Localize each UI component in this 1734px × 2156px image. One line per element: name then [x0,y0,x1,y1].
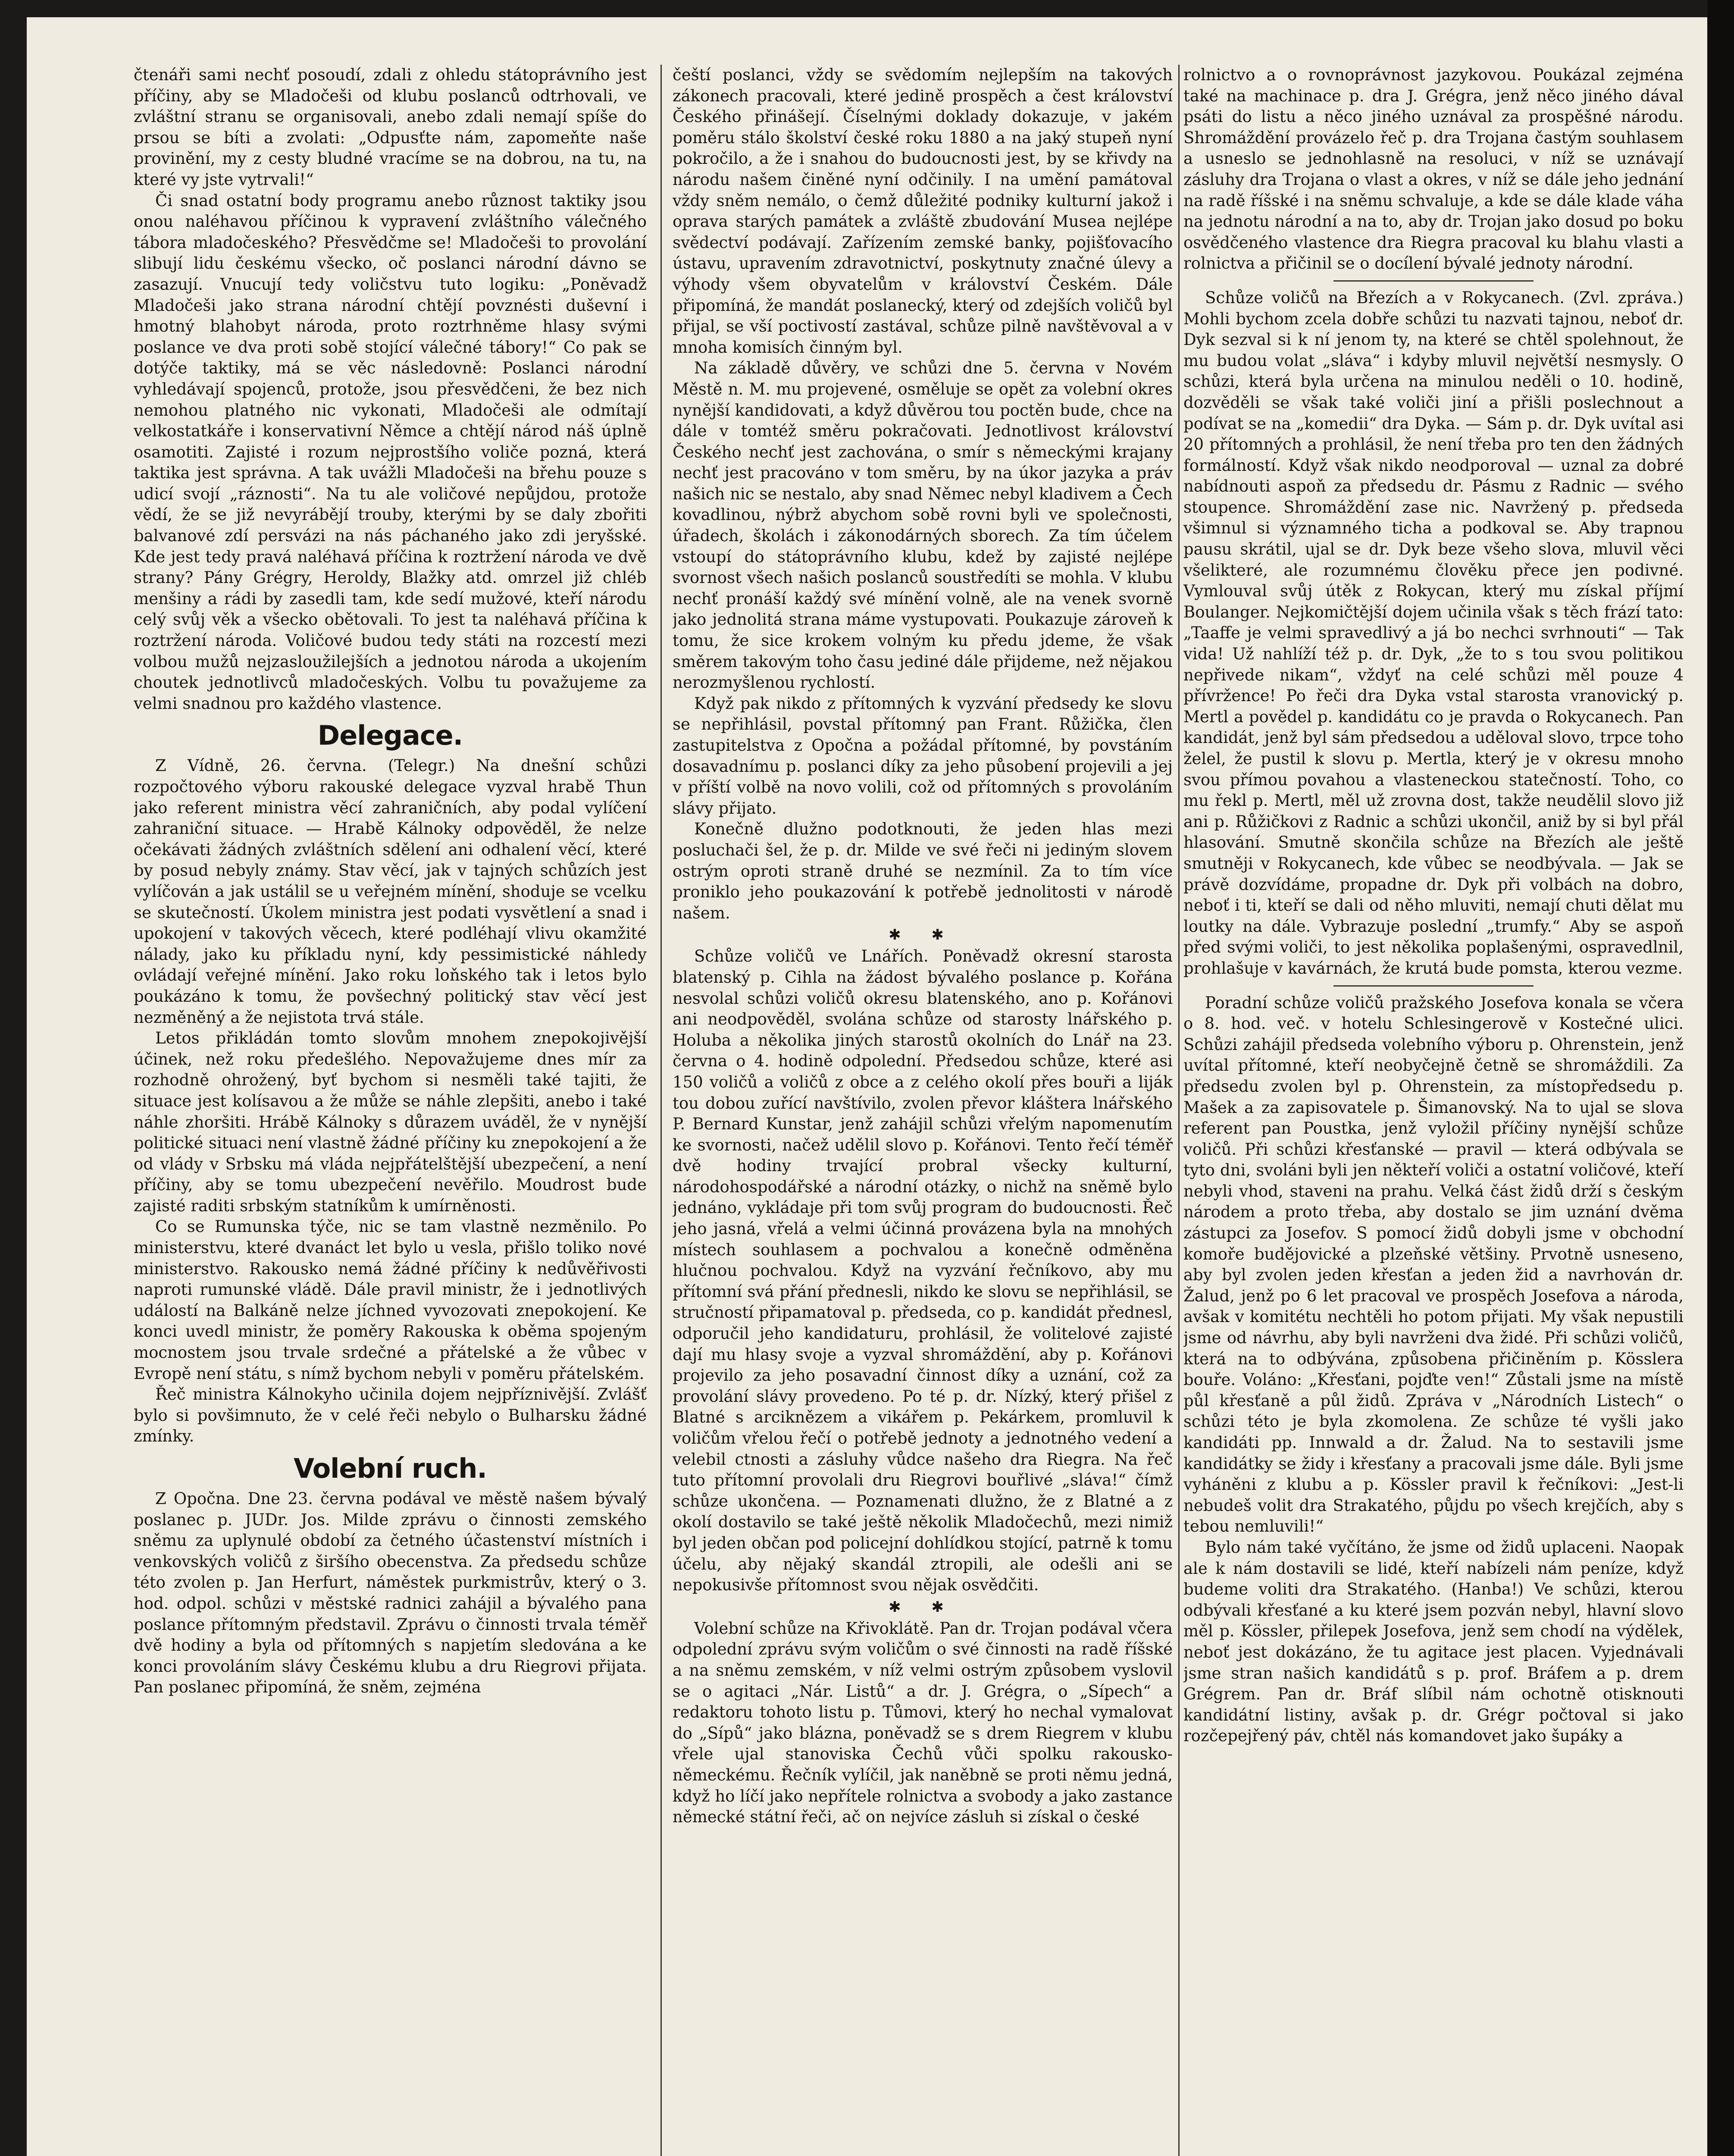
article-paragraph: čtenáři sami nechť posoudí, zdali z ohledu státoprávního jest příčiny, aby se Mladočeši od klubu poslanců odtrhovali, ve zvláštní stranu se organisovali, anebo zdali nemají spíše do prsou se bíti a zvolati: „Odpusťte nám, zapomeňte naše provinění, my z cesty bludné vracíme se na dobrou, na tu, na které vy jste vytrvali!“ [134,66,647,189]
article-paragraph: Co se Rumunska týče, nic se tam vlastně nezměnilo. Po ministerstvu, které dvanáct let bylo u vesla, přišlo toliko nové ministerstvo. Rakousko nemá žádné příčiny k nedůvěřivosti naproti rumunské vládě. Dále pravil ministr, že i jednotlivých událostí na Balkáně nelze jíchned vyvozovati znepokojení. Ke konci uvedl ministr, že poměry Rakouska k oběma spojeným mocnostem jsou trvale srdečné a přátelské a že vůbec v Evropě není státu, s nímž bychom nebyli v poměru přátelském. [134,1217,647,1383]
article-paragraph: Volební schůze na Křivoklátě. Pan dr. Trojan podával včera odpolední zprávu svým voličům o své činnosti na radě říšské a na sněmu zemském, v níž velmi ostrým způsobem vyslovil se o agitaci „Nár. Listů“ a dr. J. Grégra, o „Sípech“ a redaktoru tohoto listu p. Tůmovi, který ho nechal vymalovat do „Sípů“ jako blázna, poněvadž se s drem Riegrem v klubu vřele ujal stanoviska Čechů vůči spolku rakousko-německému. Řečník vylíčil, jak naněbně se proti němu jedná, když ho líčí jako nepřítele rolnictva a svobody a jako zastance německé státní řeči, ač on nejvíce zásluh si získal o české [673,1619,1173,1827]
section-heading-delegace: Delegace. [317,720,463,752]
section-separator: ✱ ✱ [889,926,957,944]
section-divider [1333,280,1534,282]
article-paragraph: Či snad ostatní body programu anebo různost taktiky jsou onou naléhavou příčinou k vypravení zvláštního válečného tábora mladočeského? Přesvědčme se! Mladočeši to provolání slibují lidu českému všecko, oč poslanci národní dávno se zasazují. Vnucují tedy voličstvu tuto logiku: „Poněvadž Mladočeši jako strana národní chtějí povznésti duševní i hmotný blahobyt národa, proto roztrhněme hlasy svými poslance ve dva proti sobě stojící válečné tábory!“ Co pak se dotýče taktiky, má se věc následovně: Poslanci národní vyhledávají spojenců, protože, jsou přesvědčeni, že bez nich nemohou platného nic vykonati, Mladočeši ale odmítají velkostatkáře i konservativní Němce a chtějí národ náš úplně osamotiti. Zajisté i rozum nejprostšího voliče pozná, která taktika jest správna. A tak uvážli Mladočeši na břehu pouze s udicí svojí „ráznosti“. Na tu ale voličové nepůjdou, protože vědí, že se již nevyrábějí trouby, kterými by se daly zbořiti balvanové zdí persvázi na nás páchaného jako zdi jeryšské. Kde jest tedy pravá naléhavá příčina k roztržení národa ve dvě strany? Pány Grégry, Heroldy, Blažky atd. omrzel již chléb menšiny a rádi by zasedli tam, kde sedí mužové, kteří národu celý svůj věk a všecko obětovali. To jest ta naléhavá příčina k roztržení národa. Voličové budou tedy státi na rozcestí mezi volbou mužů nejzasloužilejších a jednotou národa a ukojením choutek jednotlivců mladočeských. Volbu tu považujeme za velmi snadnou pro každého vlastence. [134,191,647,713]
article-paragraph: Letos přikládán tomto slovům mnohem znepokojivější účinek, než roku předešlého. Nepovažujeme dnes mír za rozhodně ohrožený, byť bychom si nesměli také tajiti, že situace jest kolísavou a že může se náhle zlepšiti, anebo i také náhle zhoršiti. Hrábě Kálnoky s důrazem uváděl, že v nynější politické situaci není vlastně žádné příčiny ku znepokojení a že od vlády v Srbsku má vláda nejpřátelštější ubezpečení, a není příčiny, aby se tomu ubezpečení nevěřilo. Moudrost bude zajisté raditi srbským statníkům k umírněnosti. [134,1029,647,1215]
article-paragraph: Na základě důvěry, ve schůzi dne 5. června v Novém Městě n. M. mu projevené, osměluje se opět za volební okres nynější kandidovati, a když důvěrou tou poctěn bude, chce na dále v tomtéž směru pokračovati. Jednotlivost království Českého nechť jest zachována, o smír s německými krajany nechť jest pracováno v tom směru, by na úkor jazyka a práv našich nic se nestalo, aby snad Němec nebyl kladivem a Čech kovadlinou, nýbrž abychom sobě rovni byli ve společnosti, úřadech, školách i zákonodárných sborech. Za tím účelem vstoupí do státoprávního klubu, kdež by zajisté nejlépe svornost všech našich poslanců soustředíti se mohla. V klubu nechť pronáší každý své mínění volně, ale na venek svorně jako jednolitá strana máme vystupovati. Poukazuje zároveň k tomu, že sice krokem volným ku předu jdeme, že však směrem takovým toho času jediné dále přijdeme, než nějakou nerozmyšlenou rychlostí. [673,359,1173,692]
article-paragraph: Když pak nikdo z přítomných k vyzvání předsedy ke slovu se nepřihlásil, povstal přítomný pan Frant. Růžička, člen zastupitelstva z Opočna a požádal přítomné, by povstáním dosavadnímu p. poslanci díky za jeho působení projevili a jej v příští volbě na novo volili, což od přítomných s provoláním slávy přijato. [673,694,1173,818]
column-right [1183,65,1684,2156]
column-middle [673,65,1173,2156]
article-paragraph: Z Vídně, 26. června. (Telegr.) Na dnešní schůzi rozpočtového výboru rakouské delegace vyzval hrabě Thun jako referent ministra věcí zahraničních, aby podal vylíčení zahraniční situace. — Hrabě Kálnoky odpověděl, že nelze očekávati žádných zvláštních sdělení ani odhalení věcí, které by posud nebyly známy. Stav věcí, jak v tajných schůzích jest vylíčován a jak ustálil se u veřejném mínění, shoduje se vcelku se skutečností. Úkolem ministra jest podati vysvětlení a snad i upokojení v takových věcech, které podléhají vlivu okamžité nálady, jako ku příkladu nyní, kdy pessimistické náhledy ovládají veřejné mínění. Jako roku loňského tak i letos bylo poukázáno k tomu, že povšechný politický stav věcí jest nezměněný a že nejistota trvá stále. [134,756,647,1027]
article-paragraph: čeští poslanci, vždy se svědomím nejlepším na takových zákonech pracovali, které jedině prospěch a čest království Českého přinášejí. Číselnými doklady dokazuje, v jakém poměru stálo školství české roku 1880 a na jaký stupeň nyní pokročilo, a že i snahou do budoucnosti jest, by se křivdy na národu našem činěné nyní odčinily. I na umění památoval vždy sněm nemálo, o čemž důležité podniky kulturní jakož i oprava starých památek a zvláště zbudování Musea nejlépe svědectví podávají. Zařízením zemské banky, pojišťovacího ústavu, upravením zdravotnictví, poskytnuty značné úlevy a výhody všem obyvatelům v království Českém. Dále připomíná, že mandát poslanecký, který od zdejších voličů byl přijal, se vší poctivostí zastával, schůze pilně navštěvoval a v mnoha komisích činným byl. [673,66,1173,357]
article-paragraph: Řeč ministra Kálnokyho učinila dojem nejpříznivější. Zvlášť bylo si povšimnuto, že v celé řeči nebylo o Bulharsku žádné zmínky. [134,1385,647,1446]
column-rule [660,65,662,2156]
article-paragraph: Poradní schůze voličů pražského Josefova konala se včera o 8. hod. več. v hotelu Schlesingerově v Kostečné ulici. Schůzi zahájil předseda volebního výboru p. Ohrenstein, jenž uvítal přítomné, kteří neobyčejně četně se shromáždili. Za předsedu zvolen byl p. Ohrenstein, za místopředsedu p. Mašek a za zapisovatele p. Šimanovský. Na to ujal se slova referent pan Poustka, jenž vyložil příčiny nynější schůze voličů. Při schůzi křesťanské — pravil — která odbývala se tyto dni, svoláni byli jen někteří voliči a ostatní voličové, kteří nebyli vhod, staveni na prahu. Velká část židů drží s českým národem a proto třeba, aby dostalo se jim uznání dvěma zástupci za Josefov. S pomocí židů dobyli jsme v obchodní komoře budějovické a plzeňské většiny. Prvotně usneseno, aby byl zvolen jeden křesťan a jeden žid a navrhován dr. Žalud, jenž po 6 let pracoval ve prospěch Josefova a národa, avšak v komitétu nechtěli ho potom přijati. My však nepustili jsme od návrhu, aby byli navrženi dva židé. Při schůzi voličů, která na to odbývána, způsobena přičiněním p. Kösslera bouře. Voláno: „Křesťani, pojďte ven!“ Zůstali jsme na místě půl křesťaně a půl židů. Zpráva v „Národních Listech“ o schůzi této je byla zkomolena. Ze schůze té vyšli jako kandidáti pp. Innwald a dr. Žalud. Na to sestavili jsme kandidátky se židy i křesťany a pracovali jsme dále. Byli jsme vyháněni z klubu a p. Kössler pravil k řečníkovi: „Jest-li nebudeš volit dra Strakatého, půjdu po všech krejčích, aby s tebou nemluvili!“ [1183,993,1684,1536]
article-paragraph: rolnictvo a o rovnoprávnost jazykovou. Poukázal zejména také na machinace p. dra J. Grégra, jenž něco jiného dával psáti do listu a něco jiného uznával za prospěšné národu. Shromáždění provázelo řeč p. dra Trojana častým souhlasem a usneslo se jednohlasně na resoluci, v níž se uznávají zásluhy dra Trojana o vlast a okres, v níž se dále jeho jednání na radě říšské i na sněmu schvaluje, a kde se dále klade váha na jednotu národní a na to, aby dr. Trojan jako dosud po boku osvědčeného vlastence dra Riegra pracoval ku blahu vlasti a rolnictva a přičinil se o docílení bývalé jednoty národní. [1183,66,1684,273]
column-left [134,65,647,2156]
article-paragraph: Schůze voličů na Březích a v Rokycanech. (Zvl. zpráva.) Mohli bychom zcela dobře schůzi tu nazvati tajnou, neboť dr. Dyk sezval si k ní jenom ty, na které se chtěl spolehnout, že mu budou volat „sláva“ i kdyby mluvil největší nesmysly. O schůzi, která byla určena na minulou neděli o 10. hodině, dozvěděli se však také voliči jiní a přišli poslechnout a podívat se na „komedii“ dra Dyka. — Sám p. dr. Dyk uvítal asi 20 přítomných a prohlásil, že není třeba pro ten den žádných formálností. Když však nikdo neodporoval — uznal za dobré nabídnouti aspoň za předsedu dr. Pásmu z Radnic — svého stoupence. Shromáždění zase nic. Navržený p. předseda všimnul si významného ticha a podkoval se. Aby trapnou pausu skrátil, ujal se dr. Dyk beze všeho slova, mluvil věci všelikteré, ale rozumnému člověku přece jen podivné. Vymlouval svůj útěk z Rokycan, který mu získal příjmí Boulanger. Nejkomičtější dojem učinila však s těch frází tato: „Taaffe je velmi spravedlivý a já bo nechci svrhnouti“ — Tak vida! Už nahlíží též p. dr. Dyk, „že to s tou svou politikou nepřivede nikam“, vždyť na celé schůzi měl pouze 4 přívržence! Po řeči dra Dyka vstal starosta vranovický p. Mertl a povědel p. kandidátu co je pravda o Rokycanech. Pan kandidát, jenž byl sám předsedou a uděloval slovo, trpce toho želel, že pustil k slovu p. Mertla, který je v okresu mnoho svou přímou povahou a vlasteneckou statečností. Toho, co mu řekl p. Mertl, měl už zrovna dost, takže neudělil slovo již ani p. Růžičkovi z Radnic a schůzi ukončil, aniž by si byl přál hlasování. Smutně skončila schůze na Březích ale ještě smutněji v Rokycanech, kde vůbec se neodbývala. — Jak se právě dozvídáme, propadne dr. Dyk při volbách na dobro, neboť i ti, kteří se dali od něho mluviti, nemají chuti dělat mu loutky na dále. Vybrazuje poslední „trumfy.“ Aby se aspoň před svými voliči, to jest několika poplašenými, ospravedlnil, prohlašuje v kavárnách, že krutá bude pomsta, kterou vezme. [1183,288,1684,978]
scan-edge [1707,0,1734,2156]
article-paragraph: Schůze voličů ve Lnářích. Poněvadž okresní starosta blatenský p. Cihla na žádost bývalého poslance p. Kořána nesvolal schůzi voličů okresu blatenského, ano p. Kořánovi ani neodpověděl, svolána schůze od starosty lnářského p. Holuba a několika jiných starostů okolních do Lnář na 23. června o 4. hodině odpolední. Předsedou schůze, které asi 150 voličů a voličů z obce a z celého okolí přes bouři a liják tou dobou zuřící navštívilo, zvolen převor kláštera lnářského P. Bernard Kunstar, jenž zahájil schůzi vřelým napomenutím ke svornosti, načež udělil slovo p. Kořánovi. Tento řečí téměř dvě hodiny trvající probral všecky kulturní, národohospodářské a národní otázky, o nichž na sněmě bylo jednáno, vykládaje při tom svůj program do budoucnosti. Řeč jeho jasná, vřelá a velmi účinná provázena byla na mnohých místech souhlasem a pochvalou a konečně odměněna hlučnou pochvalou. Když na vyzvání řečníkovo, aby mu přítomní svá přání přednesli, nikdo ke slovu se nepřihlásil, se stručností připamatoval p. předseda, co p. kandidát přednesl, odporučil jeho kandidaturu, prohlásil, že volitelové zajisté dají mu hlasy svoje a vyzval shromáždění, aby p. Kořánovi projevilo za jeho posavadní činnost díky a uznání, což za provolání slávy provedeno. Po té p. dr. Nízký, který přišel z Blatné s arciknězem a vikářem p. Pekárkem, promluvil k voličům vřelou řečí o potřebě jednoty a jednotného vedení a velebil ctnosti a zásluhy vůdce našeho dra Riegra. Na řeč tuto přítomní provolali dru Riegrovi bouřlivé „sláva!“ čímž schůze ukončena. — Poznamenati dlužno, že z Blatné a z okolí dostavilo se také ještě několik Mladočechů, mezi nimiž byl jeden občan pod policejní dohlídkou stojící, patrně k tomu účelu, aby nějaký skandál ztropili, ale odešli ani se nepokusivše přítomnost svou nějak osvědčiti. [673,947,1173,1595]
article-paragraph: Bylo nám také vyčítáno, že jsme od židů uplaceni. Naopak ale k nám dostavili se lidé, kteří nabízeli nám peníze, když budeme voliti dra Strakatého. (Hanba!) Ve schůzi, kterou odbývali křesťané a ku které jsem pozván nebyl, hlavní slovo měl p. Kössler, přilepek Josefova, jenž sem chodí na výdělek, neboť jest dokázáno, že tu agitace jest placen. Vyjednávali jsme stran našich kandidátů s p. prof. Bráfem a p. drem Grégrem. Pan dr. Bráf slíbil nám ochotně otisknouti kandidátní listiny, avšak p. dr. Grégr počtoval si jako rozčepejřený páv, chtěl nás komandovet jako šupáky a [1183,1538,1684,1745]
section-separator: ✱ ✱ [889,1598,957,1616]
article-paragraph: Konečně dlužno podotknouti, že jeden hlas mezi posluchači šel, že p. dr. Milde ve své řeči ni jediným slovem ostrým oproti straně druhé se nezmínil. Za to tím více proniklo jeho poukazování k potřebě jednolitosti v národě našem. [673,820,1173,922]
section-divider [1333,985,1534,987]
column-rule [1178,65,1180,2156]
section-heading-volebni-ruch: Volební ruch. [293,1453,487,1484]
article-paragraph: Z Opočna. Dne 23. června podával ve městě našem bývalý poslanec p. JUDr. Jos. Milde zprávu o činnosti zemského sněmu za uplynulé období za četného účastenství místních i venkovských voličů z širšího obecenstva. Za předsedu schůze této zvolen p. Jan Herfurt, náměstek purkmistrův, který o 3. hod. odpol. schůzi v městské radnici zahájil a bývalého pana poslance přítomným představil. Zprávu o činnosti trvala téměř dvě hodiny a byla od přítomných s napjetím sledována a ke konci provoláním slávy Českému klubu a dru Riegrovi přijata. Pan poslanec připomíná, že sněm, zejména [134,1489,647,1697]
